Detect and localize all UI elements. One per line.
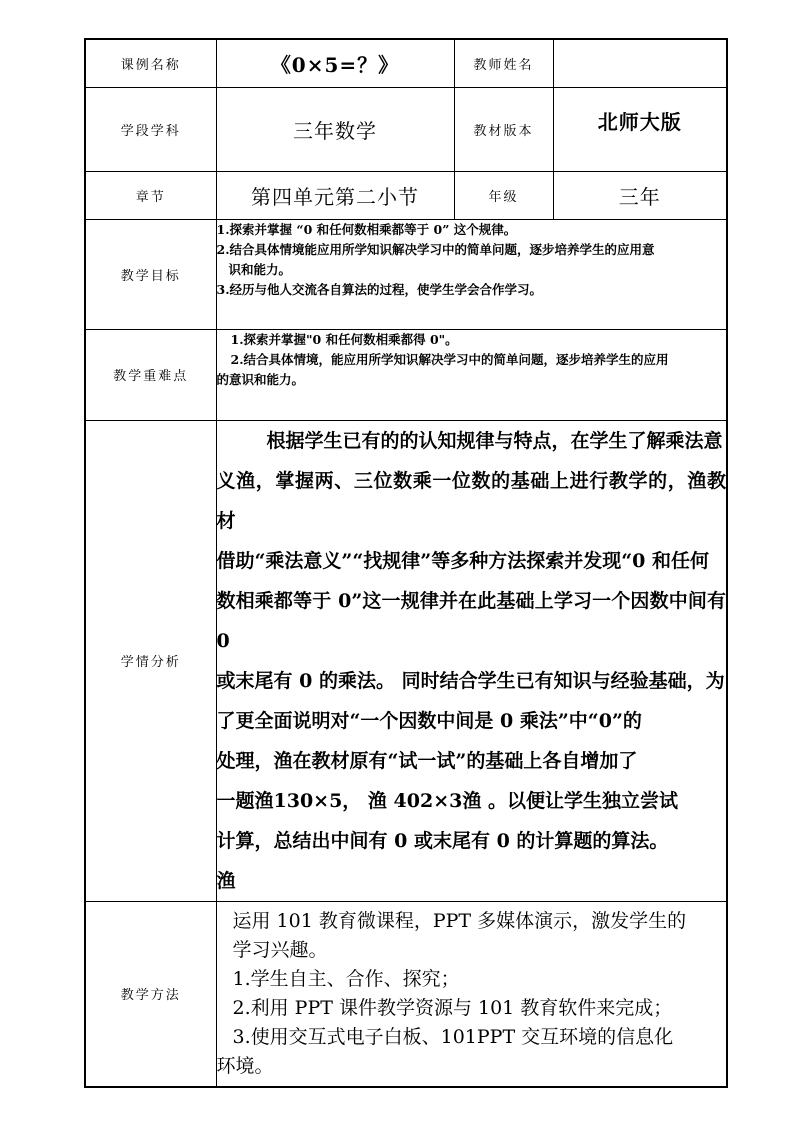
row-key-points (85, 329, 727, 420)
analysis-line: 一题渔130×5， 渔 402×3渔 。以便让学生独立尝试 (216, 789, 678, 812)
key-point-item: 的意识和能力。 (216, 371, 305, 387)
row-teaching-goals (85, 219, 727, 329)
student-analysis-content (216, 420, 727, 901)
course-name-value: 《0×5=？》 (216, 39, 454, 87)
textbook-value: 北师大版 (553, 87, 727, 171)
grade-value: 三年 (553, 171, 727, 219)
analysis-line: 数相乘都等于 0”这一规律并在此基础上学习一个因数中间有 0 (216, 589, 726, 652)
method-line: 3.使用交互式电子白板、101PPT 交互环境的信息化 (232, 1025, 674, 1048)
stage-subject-label: 学段学科 (85, 87, 216, 171)
analysis-line: 或末尾有 0 的乘法。 同时结合学生已有知识与经验基础，为 (216, 669, 725, 692)
goal-item: 1.探索并掌握 “0 和任何数相乘都等于 0” 这个规律。 (216, 221, 517, 237)
goal-item: 2.结合具体情境能应用所学知识解决学习中的简单问题，逐步培养学生的应用意 (216, 241, 655, 257)
stage-subject-value: 三年数学 (216, 87, 454, 171)
analysis-line: 根据学生已有的的认知规律与特点，在学生了解乘法意 (266, 429, 723, 452)
teaching-method-label: 教学方法 (85, 901, 216, 1087)
teaching-goals-content (216, 219, 727, 329)
textbook-label: 教材版本 (454, 87, 553, 171)
key-point-item: 2.结合具体情境，能应用所学知识解决学习中的简单问题，逐步培养学生的应用 (230, 351, 669, 367)
goal-item: 3.经历与他人交流各自算法的过程，使学生学会合作学习。 (216, 281, 543, 297)
teaching-goals-label: 教学目标 (85, 219, 216, 329)
row-teaching-method (85, 901, 727, 1087)
method-line: 环境。 (216, 1054, 274, 1077)
chapter-value: 第四单元第二小节 (216, 171, 454, 219)
lesson-plan-table (84, 38, 728, 1088)
method-line: 学习兴趣。 (232, 938, 328, 961)
row-course-name (85, 39, 727, 87)
course-name-label: 课例名称 (85, 39, 216, 87)
method-line: 运用 101 教育微课程，PPT 多媒体演示，激发学生的 (232, 909, 687, 932)
teacher-name-label: 教师姓名 (454, 39, 553, 87)
grade-label: 年级 (454, 171, 553, 219)
chapter-label: 章节 (85, 171, 216, 219)
analysis-line: 借助“乘法意义”“找规律”等多种方法探索并发现“0 和任何 (216, 549, 709, 572)
method-line: 1.学生自主、合作、探究； (232, 967, 460, 990)
student-analysis-label: 学情分析 (85, 420, 216, 901)
analysis-line: 渔 (216, 869, 236, 892)
teaching-method-content (216, 901, 727, 1087)
key-points-content (216, 329, 727, 420)
analysis-line: 处理，渔在教材原有“试一试”的基础上各自增加了 (216, 749, 638, 772)
key-point-item: 1.探索并掌握"0 和任何数相乘都得 0"。 (230, 331, 458, 347)
teacher-name-value (553, 39, 727, 87)
row-student-analysis (85, 420, 727, 901)
goal-item: 识和能力。 (228, 261, 292, 277)
key-points-label: 教学重难点 (85, 329, 216, 420)
method-line: 2.利用 PPT 课件教学资源与 101 教育软件来完成； (232, 996, 673, 1019)
row-stage-subject (85, 87, 727, 171)
row-chapter (85, 171, 727, 219)
analysis-line: 计算，总结出中间有 0 或末尾有 0 的计算题的算法。 (216, 829, 669, 852)
analysis-line: 义渔，掌握两、三位数乘一位数的基础上进行教学的，渔教材 (216, 469, 726, 532)
analysis-line: 了更全面说明对“一个因数中间是 0 乘法”中“0”的 (216, 709, 642, 732)
